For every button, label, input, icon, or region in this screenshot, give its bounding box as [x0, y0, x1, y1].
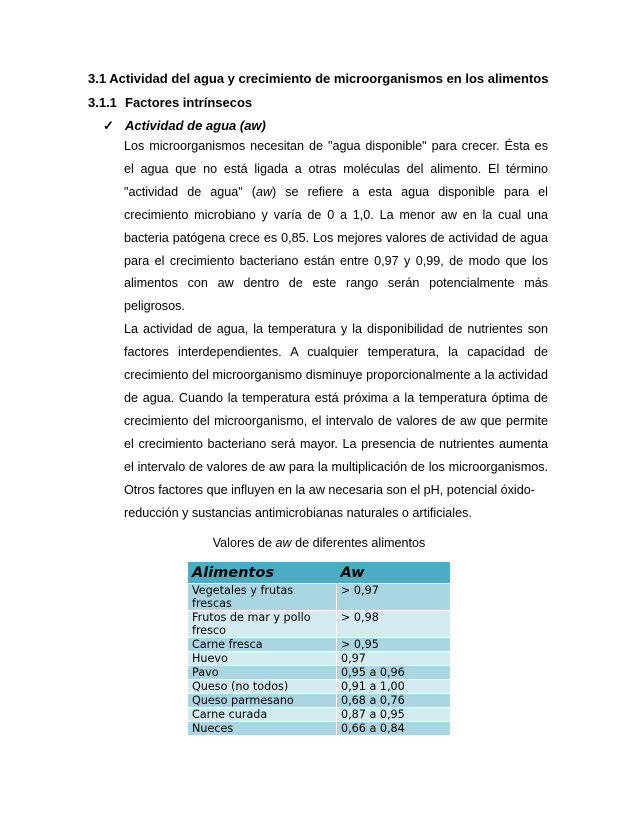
cell-aw: > 0,95 [337, 638, 451, 652]
caption-aw: aw [275, 536, 292, 550]
cell-food: Nueces [188, 722, 337, 736]
table-row [188, 611, 450, 638]
aw-italic: aw [255, 184, 273, 199]
cell-aw: 0,91 a 1,00 [337, 680, 451, 694]
table-row [188, 722, 450, 736]
cell-food: Carne fresca [188, 638, 337, 652]
caption-pre: Valores de [212, 536, 276, 550]
table-caption [0, 536, 638, 550]
table-row [188, 638, 450, 652]
subsection-heading [88, 95, 252, 110]
table-row [188, 666, 450, 680]
cell-aw: 0,68 a 0,76 [337, 694, 451, 708]
table-row [188, 708, 450, 722]
cell-aw: 0,66 a 0,84 [337, 722, 451, 736]
paragraph-factors: La actividad de agua, la temperatura y la disponibilidad de nutrientes son factores interdependientes. A cualquier temperatura, la capacidad de crecimiento del microorganismo disminuye proporcionalmente a la actividad de agua. Cuando la temperatura está próxima a la temperatura óptima de crecimiento del microorganismo, el intervalo de valores de aw que permite el crecimiento bacteriano será mayor. La presencia de nutrientes aumenta el intervalo de valores de aw para la multiplicación de los microorganismos. Otros factores que influyen en la aw necesaria son el pH, potencial óxido- [124, 322, 548, 497]
cell-aw: 0,97 [337, 652, 451, 666]
table-header-row [188, 562, 450, 584]
section-heading: 3.1 Actividad del agua y crecimiento de microorganismos en los alimentos [88, 71, 549, 86]
subsection-number: 3.1.1 [88, 95, 117, 110]
paragraph1-part2: ) se refiere a esta agua disponible para el crecimiento microbiano y varía de 0 a 1,0. La menor aw en la cual una bacteria patógena crece es 0,85. Los mejores valores de actividad de agua para el crecimiento bacteriano están entre 0,97 y 0,99, de modo que los alimentos con aw dentro de este rango serán potencialmente más peligrosos. [124, 184, 548, 314]
cell-food: Pavo [188, 666, 337, 680]
header-alimentos: Alimentos [188, 562, 337, 584]
table-row [188, 652, 450, 666]
cell-aw: 0,95 a 0,96 [337, 666, 451, 680]
cell-food: Vegetales y frutas frescas [188, 584, 337, 611]
subsection-title: Factores intrínsecos [125, 95, 253, 110]
cell-food: Queso (no todos) [188, 680, 337, 694]
paragraph-factors-last-line: reducción y sustancias antimicrobianas naturales o artificiales. [124, 505, 472, 520]
paragraph-water-activity [124, 135, 548, 318]
cell-food: Huevo [188, 652, 337, 666]
table-row [188, 680, 450, 694]
bullet-heading [103, 118, 266, 134]
table-row [188, 694, 450, 708]
cell-food: Frutos de mar y pollo fresco [188, 611, 337, 638]
body-text [124, 135, 548, 524]
cell-food: Carne curada [188, 708, 337, 722]
aw-table [188, 562, 450, 736]
checkmark-icon: ✓ [103, 118, 114, 133]
paragraph1-part1: Los microorganismos necesitan de "agua disponible" para crecer. Ésta es el agua que no está ligada a otras moléculas del alimento. El término "actividad de agua" ( [124, 139, 548, 199]
table-row [188, 584, 450, 611]
bullet-heading-title: Actividad de agua (aw) [125, 118, 266, 133]
caption-post: de diferentes alimentos [291, 536, 426, 550]
cell-aw: > 0,98 [337, 611, 451, 638]
cell-aw: 0,87 a 0,95 [337, 708, 451, 722]
header-aw: Aw [337, 562, 451, 584]
cell-aw: > 0,97 [337, 584, 451, 611]
cell-food: Queso parmesano [188, 694, 337, 708]
